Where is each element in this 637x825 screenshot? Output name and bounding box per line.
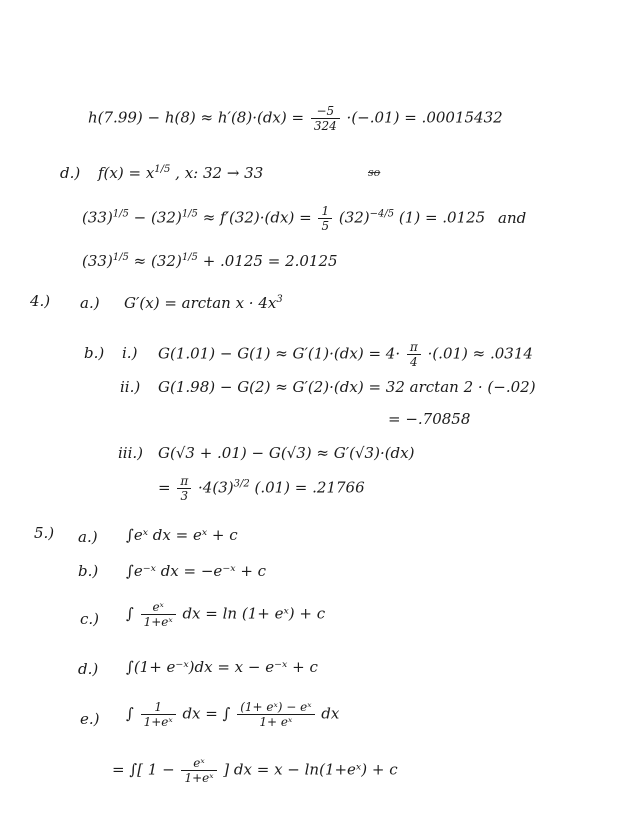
p5b-text: ∫e⁻ˣ dx = −e⁻ˣ + c [126,562,267,580]
p5e-last-line [112,756,398,785]
p5c-integral: ∫ [126,604,134,623]
p5e-den1: 1+eˣ [143,715,173,729]
p5c-rest: dx = ln (1+ eˣ) + c [182,604,326,623]
d3-c: + .0125 = 2.0125 [202,252,338,270]
d2-fraction [318,204,332,233]
p5d-text: ∫(1+ e⁻ˣ)dx = x − e⁻ˣ + c [126,658,318,676]
p5b-line [126,562,266,580]
d-def-f: f(x) = x [98,164,155,182]
h-approx-line [88,104,503,133]
p4biii-text: G(√3 + .01) − G(√3) ≈ G′(√3)·(dx) [158,444,415,462]
p4bi-text: G(1.01) − G(1) ≈ G′(1)·(dx) = 4· [158,344,401,363]
pi-over-4 [407,340,421,369]
three-den: 3 [180,489,189,503]
part-5d-label: d.) [78,660,99,678]
four-den: 4 [410,355,418,369]
d2-e: (1) = .0125 [398,208,486,227]
h-frac-den: 324 [313,119,337,133]
d2-b: − (32) [133,208,182,227]
p5e-line [126,700,339,729]
p4b-ii-line [158,378,536,396]
problem-4-label: 4.) [30,292,51,310]
d-def-rest: , x: 32 → 33 [175,164,264,182]
part-5b-label: b.) [78,562,99,580]
p5e-last-den: 1+eˣ [184,771,214,785]
p5c-line [126,600,325,629]
p5c-num: eˣ [141,600,176,615]
part-4b-i-label: i.) [122,344,138,362]
h-frac-num: −5 [311,104,340,119]
part-5c-label: c.) [80,610,100,628]
p5e-fraction-1 [141,700,176,729]
d2-a: (33) [82,208,113,227]
p4a-line [124,294,283,312]
d2-exp1: 1/5 [112,208,129,220]
p4biii-eq: = [158,478,171,497]
pi-num-3: π [177,474,191,489]
p4bi-rest: ·(.01) ≈ .0314 [427,344,533,363]
p5e-num2: (1+ eˣ) − eˣ [237,700,314,715]
d-def-exp: 1/5 [154,164,171,175]
part-d-label: d.) [60,164,81,182]
d2-c: ≈ f′(32)·(dx) = [202,208,312,227]
d3-b: ≈ (32) [133,252,182,270]
p5e-integral: ∫ [126,704,134,723]
d3-a: (33) [82,252,113,270]
d-line-3 [82,252,338,270]
p4a-exp: 3 [276,294,283,305]
p4bii-res: = −.70858 [388,410,471,428]
h-approx-lhs: h(7.99) − h(8) ≈ h′(8)·(dx) = [88,108,305,127]
p5e-fraction-2 [237,700,314,729]
p5e-mid: dx = ∫ [182,704,231,723]
p5c-den: 1+eˣ [143,615,173,629]
h-approx-rhs: ·(−.01) = .00015432 [346,108,503,127]
d-line-2 [82,204,526,233]
p4biii-exp: 3/2 [233,478,250,490]
h-approx-fraction [311,104,340,133]
struck-out-word: so [368,166,381,179]
part-4b-label: b.) [84,344,105,362]
p5e-num1: 1 [141,700,176,715]
d2-and: and [498,208,527,227]
p5c-fraction [141,600,176,629]
d3-exp2: 1/5 [181,252,198,263]
d-definition [98,164,263,182]
pi-num: π [407,340,421,355]
d2-exp2: 1/5 [181,208,198,220]
p4b-iii-result [158,474,365,503]
part-4a-label: a.) [80,294,100,312]
part-5a-label: a.) [78,528,98,546]
part-5e-label: e.) [80,710,100,728]
d2-frac-num: 1 [318,204,332,219]
p5a-line [126,526,238,544]
p4b-ii-result [388,410,470,428]
part-4b-ii-label: ii.) [120,378,141,396]
d2-exp3: −4/5 [369,208,395,220]
p4biii-c: (.01) = .21766 [254,478,365,497]
p5e-last-b: ] dx = x − ln(1+eˣ) + c [223,760,398,779]
p5e-last-a: = ∫[ 1 − [112,760,175,779]
p5e-den2: 1+ eˣ [259,715,293,729]
p5e-last-fraction [181,756,216,785]
p4b-i-line [158,340,533,369]
p4bii-text: G(1.98) − G(2) ≈ G′(2)·(dx) = 32 arctan 2 · (−.02) [158,378,536,396]
pi-over-3 [177,474,191,503]
problem-5-label: 5.) [34,524,55,542]
p5e-last-num: eˣ [181,756,216,771]
p5e-dx: dx [321,704,340,723]
p4biii-b: ·4(3) [198,478,234,497]
d2-d: (32) [338,208,370,227]
p4b-iii-line [158,444,414,462]
part-4b-iii-label: iii.) [118,444,144,462]
p5d-line [126,658,318,676]
d2-frac-den: 5 [321,219,330,233]
d3-exp1: 1/5 [112,252,129,263]
p5a-text: ∫eˣ dx = eˣ + c [126,526,238,544]
p4a-text: G′(x) = arctan x · 4x [124,294,277,312]
